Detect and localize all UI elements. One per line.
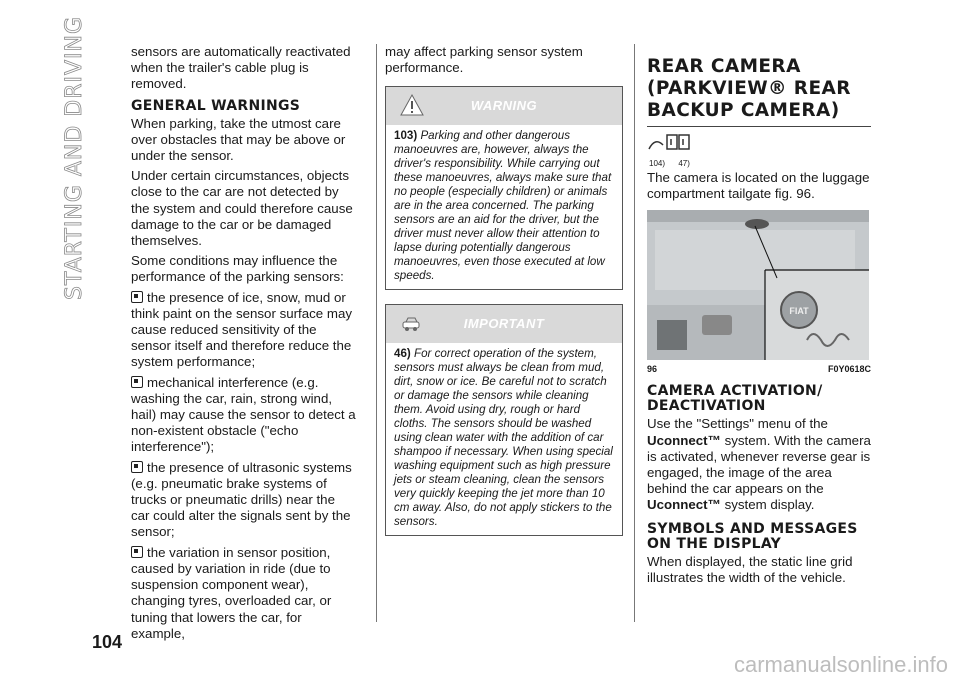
section-side-title: STARTING AND DRIVING <box>62 15 87 300</box>
paragraph: may affect parking sensor system performance. <box>385 44 583 76</box>
warning-ref: 104) <box>649 159 666 168</box>
important-box <box>385 304 623 536</box>
fiat-badge: FIAT <box>789 306 809 317</box>
bullet-item: mechanical interference (e.g. washing the car, rain, strong wind, hail) may cause the sensor to detect a non-existent obstacle ("echo interference"); <box>131 374 356 455</box>
bullet-item: the presence of ice, snow, mud or think paint on the sensor surface may cause reduced sensitivity of the sensor itself and therefore reduce the system performance; <box>131 289 352 370</box>
warning-title: WARNING <box>470 98 538 114</box>
paragraph: sensors are automatically reactivated when the trailer's cable plug is removed. <box>131 44 351 92</box>
heading-rear-camera: REAR CAMERA (PARKVIEW® REAR BACKUP CAMERA) <box>647 56 871 127</box>
uconnect-brand: Uconnect™ <box>647 432 721 448</box>
paragraph: The camera is located on the luggage compartment tailgate fig. 96. <box>647 170 870 202</box>
important-text: 46) For correct operation of the system, sensors must always be clean from mud, dirt, snow or ice. Be careful not to scratch or damage the sensors while cleaning them. Avoid using dry, rough or hard cloths. The sensors should be washed using clean water with the addition of car shampoo if necessary. When using special washing equipment such as high pressure jets or steam cleaning, clean the sensors very quickly keeping the jet more than 10 cm away. Also, do not apply stickers to the sensors. <box>394 347 613 529</box>
important-title: IMPORTANT <box>463 316 545 332</box>
figure-code: F0Y0618C <box>827 364 871 375</box>
bullet-icon <box>131 461 143 473</box>
column-2 <box>385 44 623 536</box>
heading-symbols-messages: SYMBOLS AND MESSAGES ON THE DISPLAY <box>647 520 858 552</box>
paragraph: Use the "Settings" menu of the Uconnect™ system. With the camera is activated, whenever reverse gear is engaged, the image of the area behind the car appears on the Uconnect™ system display. <box>647 416 871 513</box>
figure-caption <box>647 364 871 374</box>
paragraph: Under certain circumstances, objects close to the car are not detected by the system and could therefore cause damage to the car or be damaged themselves. <box>131 168 353 249</box>
uconnect-brand: Uconnect™ <box>647 497 721 513</box>
rear-camera-photo <box>647 210 869 360</box>
watermark: carmanualsonline.info <box>733 652 948 677</box>
warning-box <box>385 86 623 290</box>
bullet-icon <box>131 376 143 388</box>
heading-camera-activation: CAMERA ACTIVATION/ DEACTIVATION <box>647 383 823 415</box>
warning-text: 103) Parking and other dangerous manoeuvres are, however, always the driver's responsibility. While carrying out these manoeuvres, always make sure that no people (especially children) or animals are in the area concerned. The parking sensors are an aid for the driver, but the driver must never allow their attention to lapse during potentially dangerous manoeuvres, even those executed at low speeds. <box>394 129 612 283</box>
column-1 <box>131 44 357 646</box>
figure-96-rear-tailgate <box>647 210 869 360</box>
bullet-item: the variation in sensor position, caused by variation in ride (due to suspension component wear), changing tyres, overloaded car, or tuning that lowers the car, for example, <box>131 544 332 641</box>
column-divider <box>634 44 635 622</box>
page-number: 104 <box>92 632 123 652</box>
reference-icons <box>647 131 871 159</box>
paragraph: When parking, take the utmost care over obstacles that may be above or under the sensor. <box>131 115 346 164</box>
heading-general-warnings: GENERAL WARNINGS <box>131 97 301 114</box>
bullet-icon <box>131 291 143 303</box>
bullet-item: the presence of ultrasonic systems (e.g. pneumatic brake systems of trucks or pneumatic drills) near the car could alter the signals sent by the sensor; <box>131 459 352 540</box>
column-divider <box>376 44 377 622</box>
manual-book-icon <box>647 131 695 155</box>
important-ref: 47) <box>678 159 690 168</box>
column-3 <box>647 44 871 590</box>
paragraph: When displayed, the static line grid illustrates the width of the vehicle. <box>647 553 853 585</box>
paragraph: Some conditions may influence the performance of the parking sensors: <box>131 253 344 285</box>
figure-number: 96 <box>647 364 658 375</box>
reference-numbers <box>649 159 871 168</box>
bullet-icon <box>131 546 143 558</box>
